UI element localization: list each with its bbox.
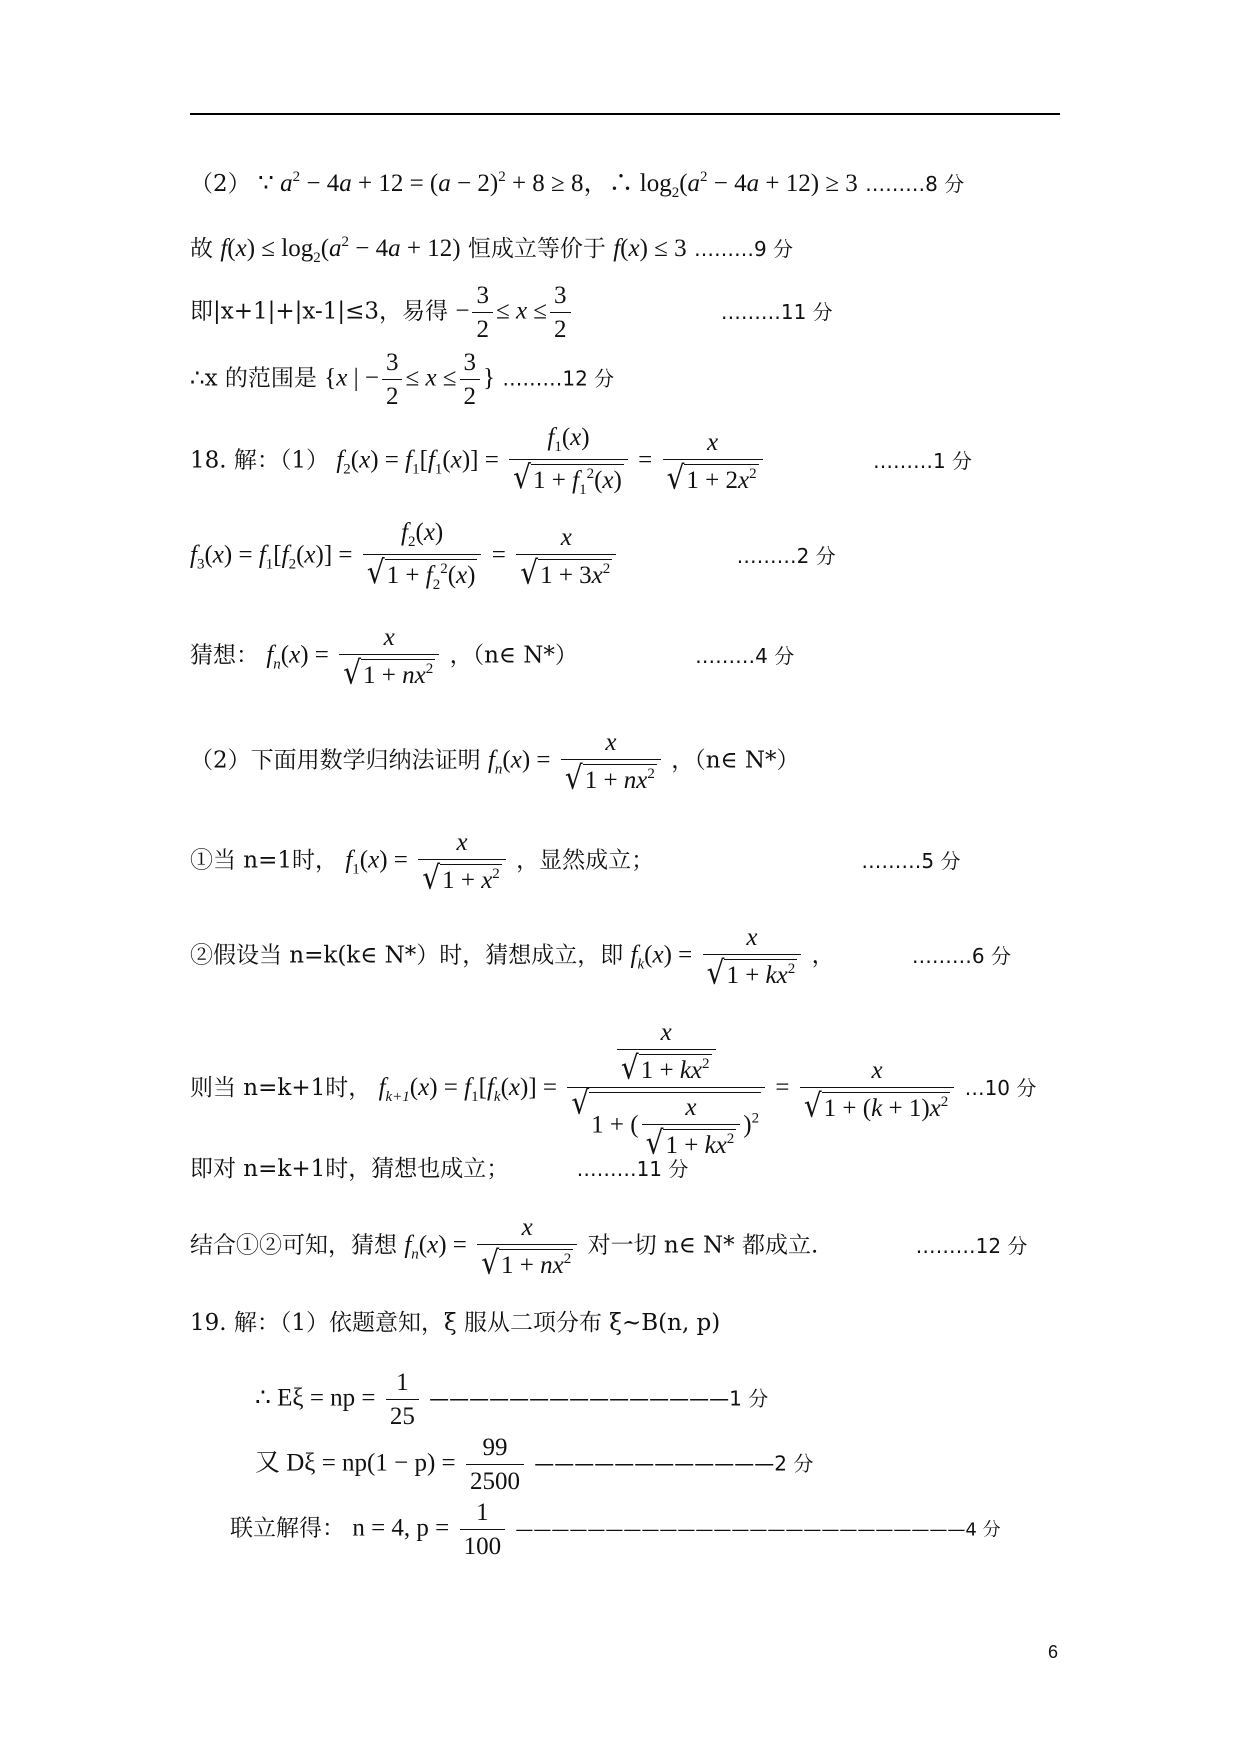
score-mark: ………5 分	[861, 848, 961, 873]
score-mark: —————————————————————————4 分	[515, 1519, 1001, 1541]
line-19-expectation: ∴ Eξ = np = $\frac{1}{25}$ ———————————————1 分	[255, 1369, 769, 1430]
line-18-part2: （2）下面用数学归纳法证明 $f_n(x)$ = x √ $1 + nx^2$ ，（n∈ N*）	[190, 729, 800, 797]
text-solve: 联立解得：	[230, 1515, 345, 1542]
line-part2-ineq: （2） ∵ $a^2 - 4a + 12 = (a - 2)^2 + 8 \ge 8$，∴ $\log_2(a^2 - 4a + 12) \ge 3$ ………8 分	[190, 169, 965, 201]
text-induction: （2）下面用数学归纳法证明	[190, 747, 481, 774]
line-18-step: 则当 n=k+1时， $f_{k+1}(x) = f_1[f_k(x)]$ = x √ $1 + kx^2$ √ 1 + ( x √ $1 + kx^2$ )$^2$ = x √ $1 + (k + 1)x^2$ …10 分	[190, 1019, 1037, 1162]
score-mark: ………2 分	[736, 543, 836, 568]
score-mark: ………9 分	[693, 237, 794, 261]
line-18-holds	[190, 1158, 688, 1181]
line-18-base: ①当 n=1时， $f_1(x)$ = x √ $1 + x^2$ ，显然成立； ………5 分	[190, 829, 961, 897]
score-mark: ———————————————1 分	[429, 1386, 769, 1411]
line-solve-abs: 即|x+1|+|x-1|≤3，易得 − $\frac{3}{2}$ ≤ x ≤ $\frac{3}{2}$ ………11 分	[190, 282, 833, 343]
text-expectation: ∴ Eξ = np =	[255, 1384, 376, 1412]
score-mark: ………11 分	[576, 1157, 689, 1181]
text-step: 则当 n=k+1时，	[190, 1075, 372, 1101]
text-n-in-N: ，（n∈ N*）	[449, 642, 578, 669]
score-mark: ………6 分	[911, 943, 1011, 968]
score-mark: …10 分	[964, 1076, 1037, 1100]
line-18-f3: $f_3(x) = f_1[f_2(x)]$ = $f_2(x)$ √ $1 + f_2^2(x)$ = x √ $1 + 3x^2$ ………2 分	[190, 519, 836, 593]
page-number: 6	[1048, 1642, 1059, 1662]
line-equivalence: 故 $f(x) \le \log_2(a^2 - 4a + 12)$ 恒成立等价于 f(x) ≤ 3 ………9 分	[190, 234, 794, 266]
text-n-in-N: ，（n∈ N*）	[671, 747, 800, 774]
score-mark: ………1 分	[872, 448, 973, 473]
text-variance: 又 Dξ = np(1 − p) =	[255, 1449, 456, 1477]
line-range: ∴x 的范围是 {x | − $\frac{3}{2}$ ≤ x ≤ $\frac{3}{2}$ } ………12 分	[190, 349, 615, 410]
line-18-conjecture: 猜想： $f_n(x)$ = x √ $1 + nx^2$ ，（n∈ N*） ………4 分	[190, 624, 795, 692]
text-solution: n = 4, p =	[352, 1514, 450, 1542]
score-mark: ………12 分	[502, 366, 615, 391]
text-conjecture: 猜想：	[190, 642, 259, 669]
text-gu: 故	[190, 236, 213, 262]
score-mark: ………4 分	[695, 643, 795, 668]
problem-label-18: 18. 解：（1）	[190, 447, 330, 474]
text-combine: 结合①②可知，猜想	[190, 1232, 397, 1259]
part-label: （2）	[190, 171, 251, 197]
line-18-conclusion: 结合①②可知，猜想 $f_n(x)$ = x √ $1 + nx^2$ 对一切 n∈ N* 都成立. ………12 分	[190, 1214, 1028, 1282]
text-holds: ，显然成立；	[516, 847, 655, 874]
line-18-hypothesis: ②假设当 n=k(k∈ N*）时，猜想成立，即 $f_k(x)$ = x √ $1 + kx^2$ ， ………6 分	[190, 924, 1011, 992]
line-19-solve: 联立解得： n = 4, p = $\frac{1}{100}$ —————————————————————————4 分	[230, 1499, 1001, 1560]
text-problem-19: 19. 解：（1）依题意知，ξ 服从二项分布 ξ~B(n, p)	[190, 1310, 721, 1336]
text-range: ∴x 的范围是	[190, 365, 317, 392]
text-for-all: 对一切 n∈ N* 都成立.	[587, 1232, 819, 1259]
text-equivalent: 恒成立等价于	[467, 236, 606, 262]
text-holds-k1: 即对 n=k+1时，猜想也成立；	[190, 1156, 510, 1182]
line-19-intro	[190, 1312, 720, 1335]
header-rule	[190, 113, 1060, 115]
line-19-variance: 又 Dξ = np(1 − p) = $\frac{99}{2500}$ ————————————2 分	[255, 1434, 814, 1495]
text-base-case: ①当 n=1时，	[190, 847, 339, 874]
line-18-f2: 18. 解：（1） $f_2(x) = f_1[f_1(x)]$ = $f_1(x)$ √ $1 + f_1^2(x)$ = x √ $1 + 2x^2$ ………1 分	[190, 424, 973, 498]
text-hypothesis: ②假设当 n=k(k∈ N*）时，猜想成立，即	[190, 942, 624, 969]
text-comma: ，	[811, 942, 835, 969]
score-mark: ………12 分	[915, 1233, 1028, 1258]
text-abs: 即|x+1|+|x-1|≤3，易得	[190, 298, 449, 325]
score-mark: ………11 分	[720, 299, 833, 324]
score-mark: ————————————2 分	[534, 1451, 814, 1476]
score-mark: ………8 分	[865, 172, 965, 196]
